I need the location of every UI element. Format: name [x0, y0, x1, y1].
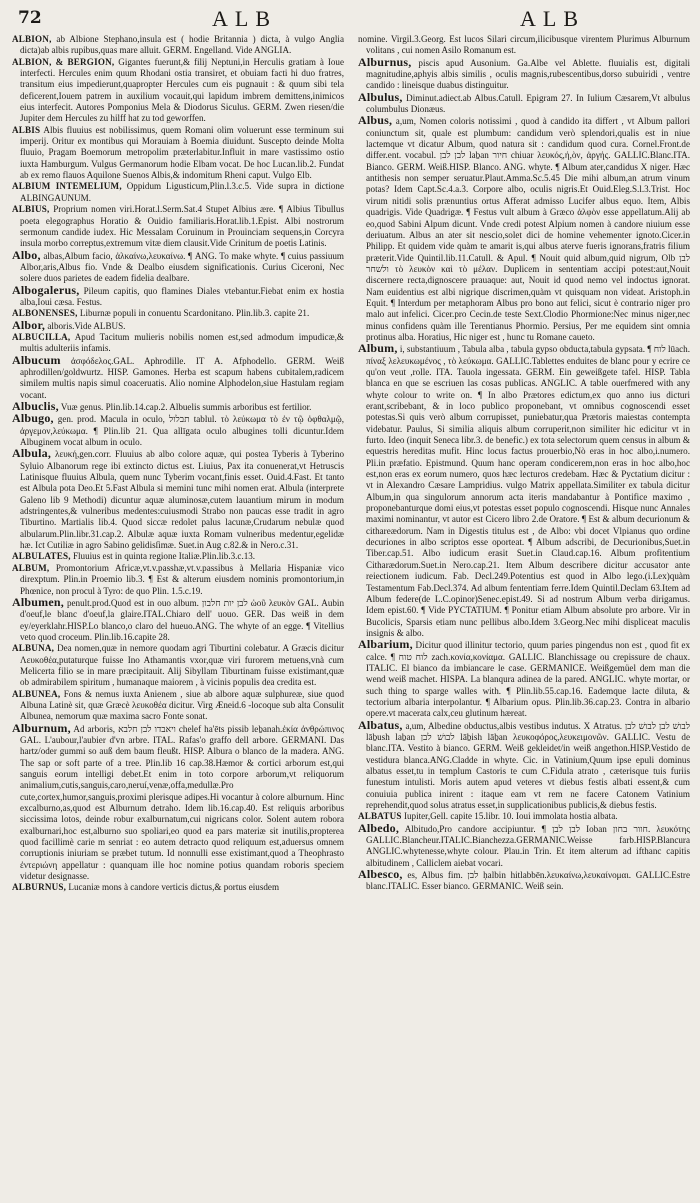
entry-headword: Albogalerus, — [12, 282, 80, 297]
entry-headword: Albucum — [12, 352, 61, 367]
dictionary-entry — [12, 882, 344, 893]
dictionary-entry — [12, 247, 344, 285]
entry-headword: ALBION, — [12, 34, 52, 44]
dictionary-entry — [12, 332, 344, 355]
entry-headword: Albulus, — [358, 89, 403, 104]
dictionary-entry — [12, 551, 344, 562]
entry-headword: Albula, — [12, 446, 52, 461]
entry-headword: Albus, — [358, 113, 393, 128]
entry-definition: Lucaniæ mons à candore verticis dictus,& portus eiusdem — [68, 882, 280, 893]
entry-definition: ab Albione Stephano,insula est ( hodie Britannia ) dicta, à vulgo Anglia dicta)ab albis rupibus,quas mare alluit. GERM. Engelland. Vide ANGLIA. — [20, 34, 344, 56]
entry-definition: Gigantes fuerunt,& filij Neptuni,in Herculis gratiam à Ioue interfecti. Hercules enim quum Rhodani ostia transiret, et obuiam facti hi duo fratres, transitum eius impedierunt,quapropter Hercules cum eis pugnauit : & quum sibi tela deficerent,Iouem patrem in auxilium vocauit,qui lapidum imbrem demittens,inimicos eius interfecit. Autores Pomponius Mela & Diodorus Siculus. GERM. Zwen riesen/die Jupiter dem Hercules zu hilff hat zu tod geworffen. — [20, 56, 344, 124]
dictionary-entry — [12, 563, 344, 597]
entry-definition: Iupiter,Gell. capite 15.libr. 10. Ioui immolata hostia albata. — [403, 811, 618, 822]
entry-headword: ALBULATES, — [12, 551, 71, 562]
entry-headword: ALBUCILLA, — [12, 331, 71, 342]
entry-headword: Albedo, — [358, 820, 400, 835]
page-header — [12, 6, 690, 36]
entry-definition: ἀσφόδελος.GAL. Aphrodille. IT A. Afphodello. GERM. Weiß aphrodillen/goldwurtz. HISP. Gamones. Herba est scapum habens cubitalem,radicem similem multis napis simul coaceruatis. Alio nomine Alphodelon,siue Hastulam regiam vocant. — [20, 355, 344, 400]
entry-headword: ALBUNA, — [12, 643, 55, 654]
entry-definition: Apud Tacitum mulieris nobilis nomen est,sed admodum impudicæ,& multis adulteriis infamis. — [20, 331, 344, 354]
entry-headword: ALBIUS, — [12, 204, 50, 215]
entry-definition: Albis fluuius est nobilissimus, quem Romani olim voluerunt esse terminum sui imperij. Oritur ex montibus qui Morauiam à Boemia diuidunt. Suscepto deinde Molta fluuio, Pragam Boemorum metropolim præterlabitur.Influit in mare vastissimo ostio iuxta Hamburgum. Vulgus Germanorum hodie Elbam vocat. De hoc Lucan.lib.2. Fundat ab ex remo flauos Aquilone Suenos Albis,& indomitum Rheni caput. Vulgo Elb. — [20, 124, 344, 181]
entry-headword: Albugo, — [12, 411, 54, 426]
dictionary-entry — [12, 204, 344, 249]
entry-headword: ALBIS — [12, 124, 41, 135]
entry-definition: Albitudo,Pro candore accipiuntur. ¶ לבן לבן Ioban חוור בחון. λευκότης GALLIC.Blancheur.ITALIC.Bianchezza.GERMANIC.Weisse farb.HISP.Blancura ANGLIC.whytenesse,whyte colour. Plau.in Trin. Et item alterum ad ifthanc capitis albitudinem , Calliclem aiebat vocari. — [366, 823, 690, 868]
dictionary-entry — [12, 413, 344, 448]
right-column — [358, 34, 690, 1195]
entry-definition: Dea nomen,quæ in nemore quodam agri Tiburtini colebatur. A Græcis dicitur Λευκοθέα,putaturque fuisse Ino Athamantis vxor,quæ viri furorem metuens,vnà cum Melicerta filio se in mare præcipitauit. Alij Sibyllam Tiburtinam fuisse existimant,quæ ob admirabilem spiritum , humanaque maiorem , à vicinis populis dea credita est. — [20, 643, 344, 688]
entry-definition: albas,Album facio, ἀλκαίνω,λευκαίνω. ¶ ANG. To make whyte. ¶ cuius passiuum Albor,aris,Albus fio. Vnde & Dealbo eiusdem significationis. Curius Ciceroni, Nec solere duos parietes de eadem fidelia dealbare. — [20, 250, 344, 284]
dictionary-entry — [12, 689, 344, 723]
dictionary-entry — [12, 308, 344, 319]
dictionary-entry — [358, 89, 690, 116]
entry-definition: i, substantiuum , Tabula alba , tabula gypso obducta,tabula gypsata. ¶ לוח lūach. πίναξ λελευκωμένος , τὸ λεύκωμα. GALLIC.Tablettes enduites de blanc pour y ecrire ce qu'on veut ,rolle. ITA. Tauola ingessata. GERM. Ein geweißgete tafel. HISP. Tabla blanca en que se escriuen las cosas publicas. ANGLIC. A table ouerfmered with any whyte colour to write on. ¶ In albo Prætores edictum,ex quo anno ius dicturi erant,scribebant, & in loco publico proponebant, vt omnibus cognoscendi esset potestas.Si quis verò album corrupisset, puniebatur,qua Prætoris maiestas contempta videbatur. Paulus, Si similia aliquis album corruperit,non similiter hic edicitur vt in furto. Ideo (inquit Seneca libr.3. de benefic.) ex tota selectorum quem census in album & equestris hereditas mufit. Hinc locus factus prouerbio,Nò eras in hoc albo,i.numero. Pli.in præfatio. Epistmund. Quum hanc operam condicerem,non eras in hoc albo,hoc est,non eras ex eorum numero, quos hæc lecturos credebam. Hæc & Pyctatium dicitur : vt in Alexandro Cæsare Lampridius. vulgo Matrix appellata.Similiter ex tabula dicitur Album,in qua singulorum annorum acta iteris mandabantur à Pontifice maximo , proponebanturque domi eius,vt potestas esset populo cognoscendi. Hisque nunc Annales maximi nominantur, vt autor est Cicero libro 2.de Oratore. ¶ Est & album decurionum & cithareædorum. Nam in Digestis titulus est , de Albo: vbi docet Vlpianus quo ordine decuriones in albo scriptos esse oporteat. ¶ Album adscribi, de Decurionibus,Suet.in Tiber.cap.51. Albo iudicum erasit Suet.in Claud.cap.16. Album profitentium Citharædorum.Suet.in Nero.cap.21. Item Album describere dicitur accusator ante reiectionem iudicum. Fab. Decl.249.Potentius est quod in Albo lego.(i.Lex)quàm Testamentum Fab.Decl.374. Ad album fententiam ferre.Idem Quintil.Declam 63.Item ad Album federe(de L.C.opinor)Senec.epist.49. Si ad nostrum Album verba dirigamus. Idem epist.60. ¶ Vide PYCTATIUM. ¶ Ponitur etiam Album absolute pro arbore. Vir in Bucolicis, Sparsis etiam nunc pellibus albo.Idem 3.Georg.Nec mihi displiceat maculis insignis & albo. — [366, 344, 690, 638]
entry-definition: piscis apud Ausonium. Ga.Albe vel Ablette. fluuialis est, digitali magnitudine,aphyis albis similis , oculis magnis,rubescentibus,dorso subuiridi , ventre candido : lineisque duabus distinguitur. — [366, 57, 690, 91]
dictionary-entry — [358, 820, 690, 869]
entry-definition: Proprium nomen viri.Horat.l.Serm.Sat.4 Stupet Albius ære. ¶ Albius Tibullus poeta elegographus Horatio & Ouidio familiaris.Horat.lib.1.Epist. Albi nostrorum sermonum candide iudex. Hic Messalam Coruinum in Prouinciam sequens,in Corcyra insula morbo correptus,extremum vitæ diem clausit.Vide Crinitum de poetis Latinis. — [20, 204, 344, 249]
entry-headword: Albuclis, — [12, 399, 59, 413]
entry-definition: Liburnæ populi in conuentu Scardonitano. Plin.lib.3. capite 21. — [79, 308, 310, 319]
running-head-right: ALB — [520, 6, 585, 31]
entry-headword: Albesco, — [358, 867, 403, 882]
entry-headword: ALBONENSES, — [12, 308, 78, 319]
entry-definition: Vuæ genus. Plin.lib.14.cap.2. Albuelis summis arboribus est fertilior. — [60, 402, 312, 412]
dictionary-entry — [358, 811, 690, 822]
dictionary-entry — [358, 717, 690, 812]
dictionary-entry — [358, 869, 690, 893]
text-columns — [12, 34, 690, 1195]
page-number: 72 — [18, 8, 42, 28]
entry-headword: Albor, — [12, 317, 46, 332]
entry-definition: alboris.Vide ALBUS. — [47, 320, 126, 331]
entry-headword: ALBUNEA, — [12, 688, 61, 699]
entry-headword: Alburnus, — [358, 54, 412, 69]
entry-headword: Albo, — [12, 247, 41, 262]
entry-headword: ALBURNUS, — [12, 882, 67, 893]
entry-headword: ALBIUM INTEMELIUM, — [12, 181, 122, 192]
dictionary-entry — [358, 115, 690, 343]
entry-definition: Fons & nemus iuxta Anienem , siue ab albore aquæ sulphureæ, siue quod Albuna Latinè sit, quæ Græcè λευκοθέα dicitur. Virg Æneid.6 -locoque sub alta Consulit Albunea, nemorum quæ maxima sacro Fonte sonat. — [20, 688, 344, 722]
dictionary-entry — [12, 643, 344, 688]
entry-definition: Pileum capitis, quo flamines Diales vtebantur.Fiebat enim ex hostia alba,Ioui cæsa. Festus. — [20, 285, 344, 307]
dictionary-entry — [12, 181, 344, 204]
entry-definition: Diminut.adiect.ab Albus.Catull. Epigram 27. In Iulium Cæsarem,Vt albulus columbulus Dionæus. — [366, 92, 690, 115]
entry-definition: Ad arboris, ויאבדו לבן חלבא chelef ha'ēts pissib leḇanah.ἐκία ἀνθρώπινος GAL. L'aubour,l'aubier d'vn arbre. ITAL. Rafas'o graffo dell arbore. GERMANI. Das hartz/oder gummi so auß dem baum fleußt. HISP. Albura o blanco de la madera. ANG. The sap or soft parte of a tree. Plin.lib 16 cap.38.Hæmor & cortici arborum est,qui sanguis eorum intelligi debet.Et enim in toto corpore arborum,vt reliquorum animalium,cutis,sanguis,caro,neruí,venæ,offa,medullæ.Pro cute,cortex,humor,sanguis,proximi plerisque adipes.Hi vocantur à colore alburnum. Hinc excalburno,as,quod est Alburnum detraho. Idem lib.16.cap.40. Est reliquis arboribus siccissima lotos, deinde robur exalburnatum,cui nigricans color. Solent autem robora exalburnari,hoc est,alburno suo spoliari,eo quod ea pars materiæ sit inutilis,propterea quod facillimè carie m senriat : eo autem detracto quod reliquum est,aduersus omnem corruptionis iniuriam se præbet tutum. Id nonnulli esse existimant,quod a Theophrasto ἐντεριώνη appellatur : quanquam ille hoc nomine potius quandam roboris speciem videtur designasse. — [20, 723, 344, 882]
running-head-left: ALB — [212, 6, 277, 31]
entry-headword: ALBION, & BERGION, — [12, 56, 115, 67]
dictionary-entry — [12, 34, 344, 57]
dictionary-entry — [358, 639, 690, 719]
entry-headword: Alburnum, — [12, 720, 71, 735]
entry-definition: a,um, Albedine obductus,albis vestibus indutus. Χ Atratus. לבושׁ לבן לבושׁ לבן lāḇush laḇan לבושׁ לבן lāḇish lāḇan λευκοφόρος,λευκειμονῶν. GALLIC. Vestu de blanc.ITA. Vestito à bianco. GERM. Weiß gekleidet/in weiß angethon.HISP.Vestido de vestidura blanca.ANG.Cladde in whyte. Cic. in Vatinium,Quum ipse epuli dominus albatus esset,tu in templum Castoris te cum C.Fidula atrato , cæterisque tuis furiis funestum intulisti. Moris autem apud veteres vt diebus festis albati essent,& cum conuiuia publica inirent : itaque eam vt rem ne facere Catonem Vatinium reprehendit,quod solus atratus esset,in supplicationibus publicis,& diebus festis. — [366, 720, 690, 811]
entry-definition: gen. prod. Macula in oculo, תבלול tablul. τὸ λεύκωμα τὸ ἐν τῷ ὀφθαλμῷ, ἀργεμον,λεύκωμα. ¶ Plin.lib 21. Qua allīgata oculo albugines tolli dicuntur.Idem Albuginem vocat album in oculo. — [20, 414, 344, 448]
entry-headword: Albarium, — [358, 637, 413, 652]
dictionary-entry — [12, 352, 344, 401]
entry-headword: ALBUM, — [12, 562, 50, 573]
entry-headword: Albatus, — [358, 717, 403, 732]
entry-definition: λευκή,gen.corr. Fluuius ab albo colore aquæ, qui postea Tyberis à Tyberino Syluio Albanorum rege ibi extincto dictus est. Liuius, Pax ita conuenerat,vt Hetruscis Latinisque fluuius Albula, quem nunc Tyberim vocant,finis esset. Ouid.4.Fast. Et tanto est Albula pota Deo.Et 5.Fast Albula si memini tunc mihi nomen erat. Albula (interprete Galeno lib 9 Methodi) dicuntur aquæ aluminosæ,cutem lauantium mirum in modum adstringentes,& vulneribus medentes:cuiusmodi Strabo non paucas esse tradit in agro Tiburtino. Martialis lib.4. Quod siccæ redolet palus lacunæ,Crudarum nebulæ quod albularum.Plin.libr.31.cap.2. Albulæ aquæ iuxta Romam vulneribus medentur,egelidæ hæ. Ict Cutiliæ in agro Sabino gelidisſimæ. Suet.in Aug c.82.& in Nero.c.31. — [20, 449, 344, 551]
left-column — [12, 34, 344, 1195]
entry-definition: es, Albus fim. לבן ḥalbin hitlabbēn.λευκαίνω,λευκαίνομαι. GALLIC.Estre blanc.ITALIC. Esser bianco. GERMANIC. Weiß sein. — [366, 870, 690, 892]
entry-headword: Albumen, — [12, 594, 64, 609]
dictionary-entry — [12, 448, 344, 551]
entry-definition: Promontorium Africæ,vt.v.passhæ,vt.v.passibus à Mellaria Hispaniæ vico direxptum. Plin.in Proemio lib.3. ¶ Est & alterum eiusdem nominis promontorium,in Phœnice, non procul à Tyro: de quo Plin. 1.5.c.19. — [20, 562, 344, 596]
entry-definition: Dicitur quod illinitur tectorio, quum paries pingendus non est , quod fit ex calce. ¶ לוח טוח zach.κονία,κονίαμα. GALLIC. Blanchissage ou crepissure de chaux. ITALIC. El bianco da imbiancare le case. GERMANICE. Weißgemüel dem man die wend weiß machet. HISPA. La blanqura adinea de la pared. ANGLIC. whyte mortar, or such thing to sparge walles with. ¶ Plin.lib.55.cap.16. Eademque lacte diluta, & tectorium albaria interpolantur. ¶ Albarium opus. Plin.lib.36.cap.23. Contra in albario opere.vt macerata calx,ceu glutinum hæreat. — [366, 640, 690, 719]
dictionary-entry — [12, 125, 344, 182]
entry-headword: Album, — [358, 341, 398, 356]
dictionary-entry — [12, 282, 344, 309]
entry-definition: a,um, Nomen coloris notissimi , quod à candido ita differt , vt Album pallori coniunctum sit, quale est plumbum: candidum verò splendori,qualis est in niue lactemque vt dicatur Album, quod natura sit : candidum quod cura. Cornel.Front.de differ.ent. vocabul. לבן לבן laḇan חיור chiuar λευκός,ή,ὸν, ἀργής. GALLIC.Blanc.ITA. Bianco. GERM. Weiß.HISP. Blanco. ANG. whyte. ¶ Album ater,candidus Χ niger. Hæc antithesis non semper seruatur.Plaut.Amma.Sc.5.45 Die mihi album,an atrum vinum potas? Idem Capt.Sc.4.a.3. Corpore albo, oculis nigris.Et Ouid.Eleg.S.l.3.Trist. Hoc virum nitidi solis prænuntius ortus Afferat admisso Lucifer albus equo. Item, Albis quadrigis. Vide Quadrigæ. ¶ Festus vult album à Græco ἀλφὸν esse appellatum.Alij ab eo,quod Sabini Alpum dicunt. Vnde credi potest Alpium nomen à candore niuium esse deriuatum. Albus an ater sit nescio,solet dici de homine vehementer ignoto.Cicer.in Philipp. Et quidem vide quàm te amarit is,qui albus aterve fueris ignorans,fratris filium præterit.Vide Quintil.lib.11.Catull. & Apul. ¶ Nouit quid album,quid nigrum, Olb לבן ולשחר τὸ λευκὸν καὶ τὸ μέλαν. Duplicem in sententiam accipi potest:aut,Nouit discernere recta,dignoscere prauaque: aut, Nouit id quod nemo vel indoctus ignorat. Nam euidentius est albi nigrique discrimen,quàm vt quisquam non videat. Aristoph.in Equit. ¶ Interdum per metaphoram Albus pro bono aut felici, sicut è contrario niger pro malo aut infelici. Cicer.pro Cecin.de teste Sext.Clodio Phormione:Nec minus niger,nec minus confidens quàm ille Terentianus Phormio. Persius, Per me equidem sint omnia protinus alba. Horatius, Hic niger est , hunc tu Romane caueto. — [366, 116, 690, 342]
dictionary-entry — [12, 720, 344, 883]
dictionary-entry — [358, 34, 690, 57]
dictionary-entry — [12, 57, 344, 125]
entry-definition: penult.prod.Quod est in ouo album. לבן יות חלבון ὠοῦ λευκὸν GAL. Aubin d'oeuf,le blanc d'oeuf,la glaire.ITAL.Chiaro dell' uouo. GER. Das weiß in dem ey/eyerklahr.HISP.Lo blanco,o claro del hueuo.ANG. The whyte of an egge. ¶ Vitellius veto quod croceum. Plin.lib.16.capite 28. — [20, 597, 344, 642]
dictionary-entry — [12, 317, 344, 332]
dictionary-entry — [12, 594, 344, 643]
dictionary-entry — [358, 343, 690, 639]
entry-definition: Oppidum Ligusticum,Plin.l.3.c.5. Vide supra in dictione ALBINGAUNUM. — [20, 181, 344, 203]
entry-definition: nomine. Virgil.3.Georg. Est lucos Silari circum,ilicibusque virentem Plurimus Alburnum volitans , cui nomen Asilo Romanum est. — [358, 34, 690, 56]
dictionary-entry — [358, 54, 690, 92]
entry-headword: ALBATUS — [358, 811, 402, 822]
dictionary-entry — [12, 401, 344, 413]
entry-definition: Fluuius est in quinta regione Italiæ.Plin.lib.3.c.13. — [72, 551, 256, 562]
